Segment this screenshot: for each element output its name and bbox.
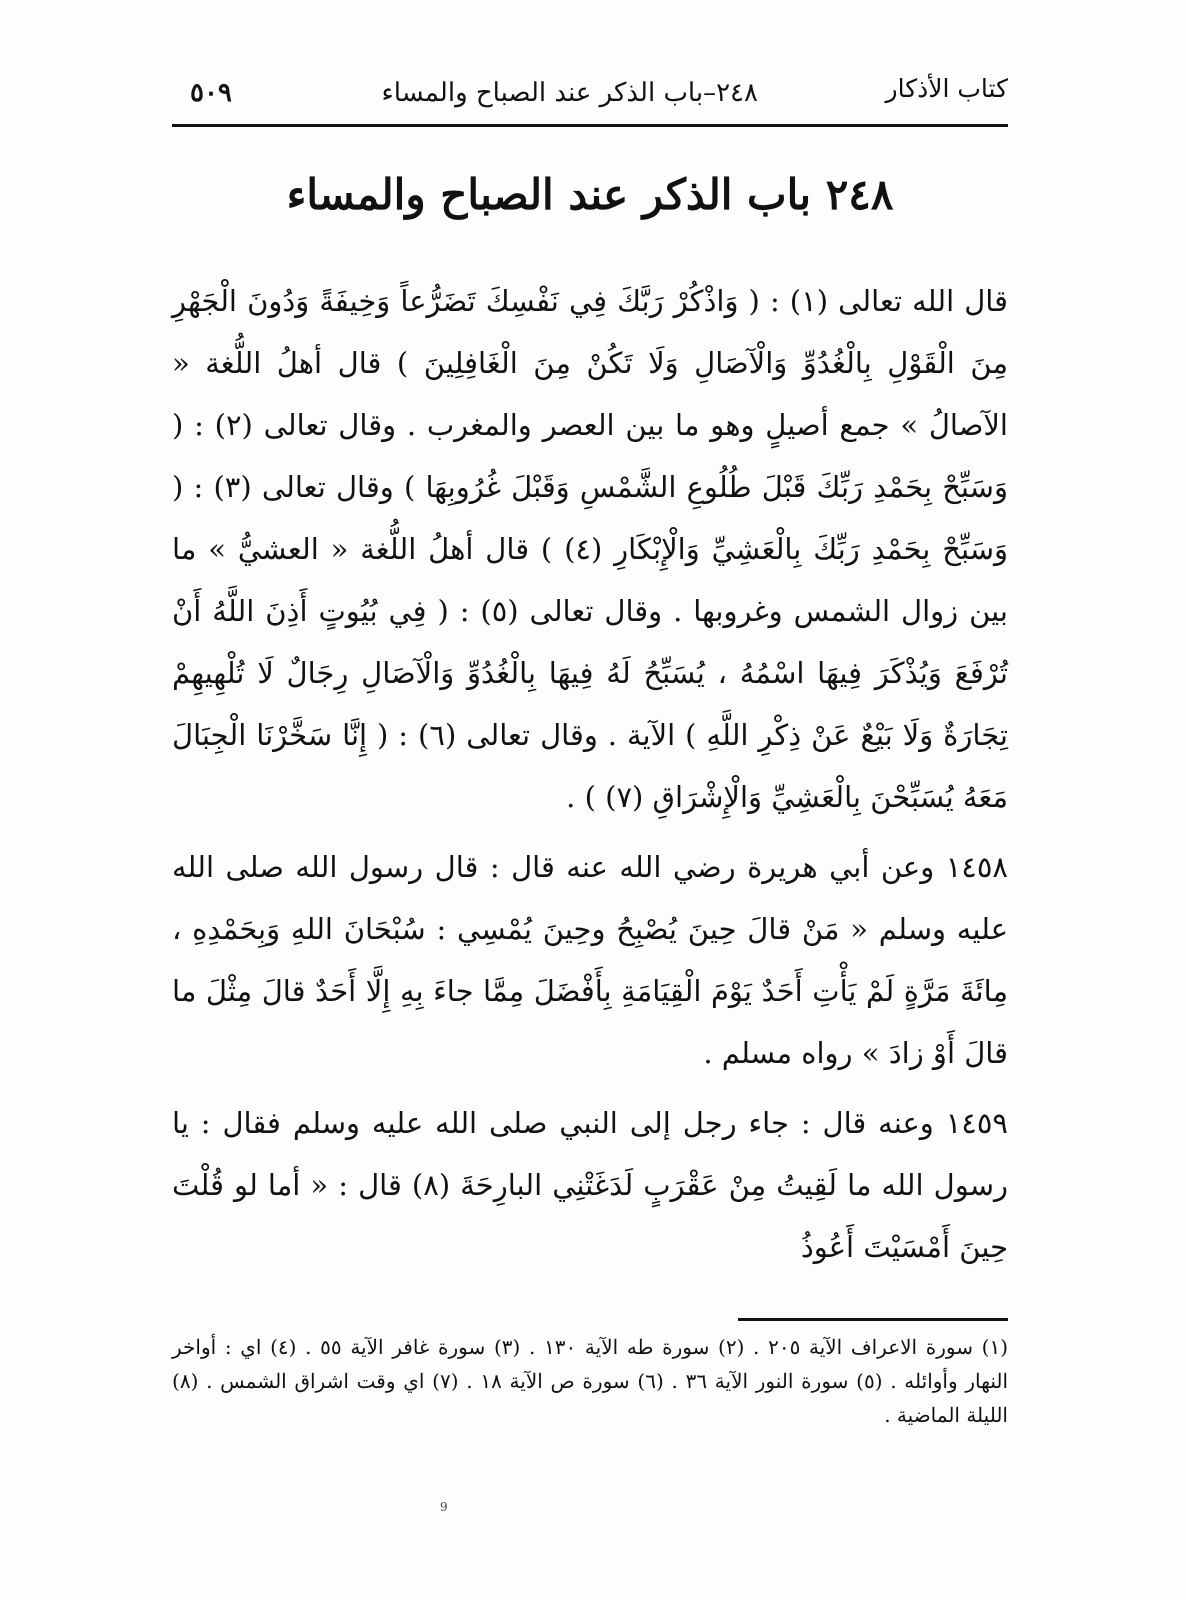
- stray-mark: 9: [440, 1500, 448, 1514]
- book-title: كتاب الأذكار: [885, 74, 1008, 103]
- paragraph-verses: قال الله تعالى (١) : ( وَاذْكُرْ رَبَّكَ فِي نَفْسِكَ تَضَرُّعاً وَخِيفَةً وَدُونَ الْجَهْرِ مِنَ الْقَوْلِ بِالْغُدُوِّ وَالْآصَالِ وَلَا تَكُنْ مِنَ الْغَافِلِينَ ) قال أهلُ اللُّغة « الآصالُ » جمع أصيلٍ وهو ما بين العصر والمغرب . وقال تعالى (٢) : ( وَسَبِّحْ بِحَمْدِ رَبِّكَ قَبْلَ طُلُوعِ الشَّمْسِ وَقَبْلَ غُرُوبِهَا ) وقال تعالى (٣) : ( وَسَبِّحْ بِحَمْدِ رَبِّكَ بِالْعَشِيِّ وَالْإِبْكَارِ (٤) ) قال أهلُ اللُّغة « العشيُّ » ما بين زوال الشمس وغروبها . وقال تعالى (٥) : ( فِي بُيُوتٍ أَذِنَ اللَّهُ أَنْ تُرْفَعَ وَيُذْكَرَ فِيهَا اسْمُهُ ، يُسَبِّحُ لَهُ فِيهَا بِالْغُدُوِّ وَالْآصَالِ رِجَالٌ لَا تُلْهِيهِمْ تِجَارَةٌ وَلَا بَيْعٌ عَنْ ذِكْرِ اللَّهِ ) الآية . وقال تعالى (٦) : ( إِنَّا سَخَّرْنَا الْجِبَالَ مَعَهُ يُسَبِّحْنَ بِالْعَشِيِّ وَالْإِشْرَاقِ (٧) ) .: [172, 284, 1008, 814]
- header-rule: [172, 124, 1008, 127]
- running-header: [172, 68, 1008, 120]
- paragraph-hadith-1459: ١٤٥٩ وعنه قال : جاء رجل إلى النبي صلى الله عليه وسلم فقال : يا رسول الله ما لَقِيتُ مِنْ عَقْرَبٍ لَدَغَتْنِي البارِحَةَ (٨) قال : « أما لو قُلْتَ حِينَ أَمْسَيْتَ أَعُوذُ: [172, 1106, 1008, 1264]
- paragraph-hadith-1458: ١٤٥٨ وعن أبي هريرة رضي الله عنه قال : قال رسول الله صلى الله عليه وسلم « مَنْ قالَ حِينَ يُصْبِحُ وحِينَ يُمْسِي : سُبْحَانَ اللهِ وَبِحَمْدِهِ ، مِائَةَ مَرَّةٍ لَمْ يَأْتِ أَحَدٌ يَوْمَ الْقِيَامَةِ بِأَفْضَلَ مِمَّا جاءَ بِهِ إِلَّا أَحَدٌ قالَ مِثْلَ ما قالَ أَوْ زادَ » رواه مسلم .: [172, 850, 1008, 1070]
- running-chapter-title: ٢٤٨–باب الذكر عند الصباح والمساء: [381, 78, 758, 108]
- footnote-rule: [738, 1318, 1008, 1321]
- chapter-title: ٢٤٨ باب الذكر عند الصباح والمساء: [286, 170, 894, 219]
- page-number: ٥٠٩: [190, 78, 232, 108]
- main-text: [172, 270, 1008, 1286]
- footnotes: (١) سورة الاعراف الآية ٢٠٥ . (٢) سورة طه الآية ١٣٠ . (٣) سورة غافر الآية ٥٥ . (٤) اي : أواخر النهار وأوائله . (٥) سورة النور الآية ٣٦ . (٦) سورة ص الآية ١٨ . (٧) اي وقت اشراق الشمس . (٨) الليلة الماضية .: [172, 1335, 1009, 1427]
